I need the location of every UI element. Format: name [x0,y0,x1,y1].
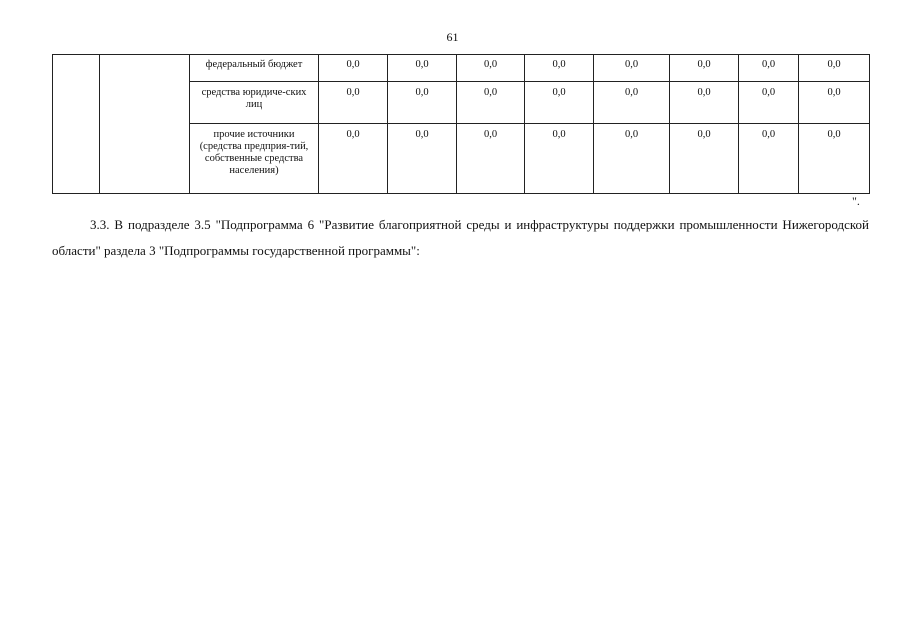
value-cell: 0,0 [388,55,457,82]
value-cell: 0,0 [525,82,594,124]
value-cell: 0,0 [670,82,739,124]
value-cell: 0,0 [319,82,388,124]
funding-source-cell: средства юридиче-ских лиц [190,82,319,124]
value-cell: 0,0 [594,55,670,82]
value-cell: 0,0 [739,82,799,124]
value-cell: 0,0 [799,82,870,124]
value-cell: 0,0 [799,55,870,82]
page-number: 61 [446,30,459,44]
value-cell: 0,0 [319,55,388,82]
value-cell: 0,0 [457,82,525,124]
value-cell: 0,0 [319,124,388,194]
value-cell: 0,0 [594,82,670,124]
value-cell: 0,0 [739,55,799,82]
value-cell: 0,0 [388,82,457,124]
value-cell: 0,0 [594,124,670,194]
value-cell: 0,0 [670,55,739,82]
empty-cell-title [100,55,190,194]
value-cell: 0,0 [457,124,525,194]
value-cell: 0,0 [525,124,594,194]
value-cell: 0,0 [457,55,525,82]
empty-cell-number [53,55,100,194]
table-row [53,55,870,82]
budget-table [52,54,870,194]
value-cell: 0,0 [799,124,870,194]
amendment-paragraph: 3.3. В подразделе 3.5 "Подпрограмма 6 "Развитие благоприятной среды и инфраструктуры поддержки промышленности Нижегородской области" раздела 3 "Подпрограммы государственной программы": [52,217,869,258]
funding-source-cell: федеральный бюджет [190,55,319,82]
value-cell: 0,0 [525,55,594,82]
value-cell: 0,0 [670,124,739,194]
funding-source-cell: прочие источники (средства предприя-тий, собственные средства населения) [190,124,319,194]
closing-quote-mark: ". [852,194,860,208]
value-cell: 0,0 [388,124,457,194]
value-cell: 0,0 [739,124,799,194]
